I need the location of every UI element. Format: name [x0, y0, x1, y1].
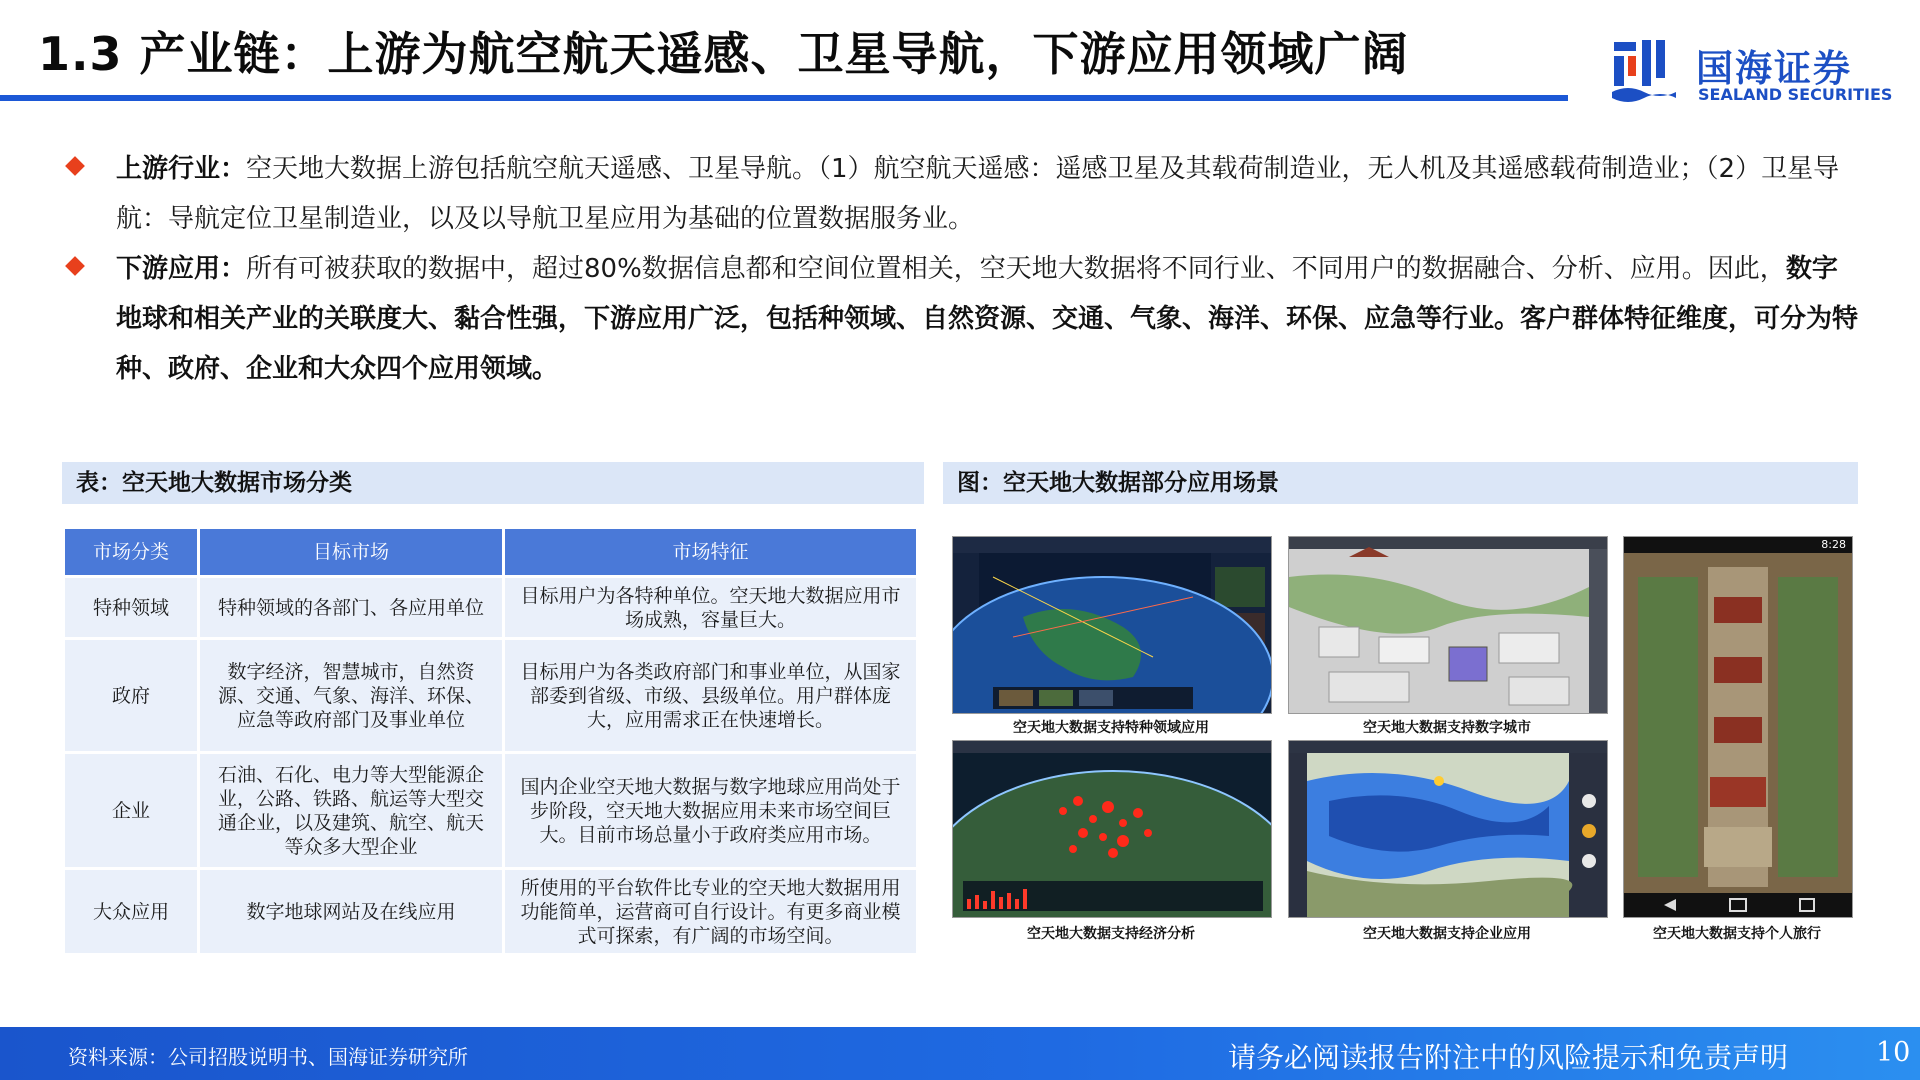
- table-cell: 大众应用: [64, 869, 199, 955]
- bullet-upstream: [62, 144, 1862, 244]
- page-title: 1.3 产业链：上游为航空航天遥感、卫星导航，下游应用领域广阔: [38, 27, 1409, 81]
- screenshot-personal-travel: [1623, 536, 1853, 918]
- market-classification-table: [62, 526, 919, 956]
- logo-chinese-name: 国海证券: [1696, 47, 1852, 90]
- table-cell: 数字经济，智慧城市，自然资源、交通、气象、海洋、环保、应急等政府部门及事业单位: [199, 639, 504, 753]
- table-cell: 石油、石化、电力等大型能源企业，公路、铁路、航运等大型交通企业，以及建筑、航空、航天等众多大型企业: [199, 753, 504, 869]
- screenshot-digital-city: [1288, 536, 1608, 714]
- bullet-upstream-label: 上游行业：: [116, 154, 247, 184]
- bullet-list: [62, 144, 1862, 394]
- table-row: [64, 869, 918, 955]
- bullet-downstream-text: [116, 244, 1862, 394]
- screenshot-special-domain: [952, 536, 1272, 714]
- table-row: [64, 639, 918, 753]
- figure-caption: 图：空天地大数据部分应用场景: [943, 462, 1858, 504]
- table-cell: 目标用户为各特种单位。空天地大数据应用市场成熟，容量巨大。: [504, 577, 918, 639]
- screenshot-enterprise: [1288, 740, 1608, 918]
- forbidden-city-aerial-image: [1624, 537, 1852, 917]
- table-cell: 数字地球网站及在线应用: [199, 869, 504, 955]
- heatmap-globe-image: [953, 741, 1271, 917]
- diamond-bullet-icon: [65, 256, 85, 276]
- screenshot-economy: [952, 740, 1272, 918]
- table-row: [64, 577, 918, 639]
- bullet-upstream-text: [116, 144, 1862, 244]
- globe-image: [953, 537, 1271, 713]
- table-caption: 表：空天地大数据市场分类: [62, 462, 924, 504]
- company-logo: [1612, 36, 1893, 108]
- table-cell: 所使用的平台软件比专业的空天地大数据用用功能简单，运营商可自行设计。有更多商业模式可探索，有广阔的市场空间。: [504, 869, 918, 955]
- table-cell: 企业: [64, 753, 199, 869]
- bullet-downstream-body: 所有可被获取的数据中，超过80%数据信息都和空间位置相关，空天地大数据将不同行业、不同用户的数据融合、分析、应用。因此，: [246, 254, 1786, 284]
- screenshot-caption: 空天地大数据支持特种领域应用: [1013, 720, 1209, 736]
- footer-bar: [0, 1027, 1920, 1080]
- bullet-downstream-label: 下游应用：: [116, 254, 247, 284]
- table-row: [64, 753, 918, 869]
- screenshot-caption: 空天地大数据支持数字城市: [1363, 720, 1531, 736]
- title-underline: [0, 95, 1568, 101]
- bullet-downstream-bold: 数字地球和相关产业的关联度大、黏合性强，下游应用广泛，包括种领域、自然资源、交通、气象、海洋、环保、应急等行业。客户群体特征维度，可分为特种、政府、企业和大众四个应用领域。: [116, 254, 1859, 384]
- screenshot-caption: 空天地大数据支持企业应用: [1363, 926, 1531, 942]
- table-header-cell: 市场特征: [504, 528, 918, 577]
- table-header-cell: 目标市场: [199, 528, 504, 577]
- table-header-row: [64, 528, 918, 577]
- table-cell: 特种领域: [64, 577, 199, 639]
- table-cell: 政府: [64, 639, 199, 753]
- flood-map-image: [1289, 741, 1607, 917]
- table-cell: 目标用户为各类政府部门和事业单位，从国家部委到省级、市级、县级单位。用户群体庞大，应用需求正在快速增长。: [504, 639, 918, 753]
- logo-english-name: SEALAND SECURITIES: [1698, 85, 1893, 104]
- screenshot-caption: 空天地大数据支持经济分析: [1027, 926, 1195, 942]
- city-3d-image: [1289, 537, 1607, 713]
- disclaimer-text: 请务必阅读报告附注中的风险提示和免责声明: [1228, 1041, 1789, 1074]
- bullet-downstream: [62, 244, 1862, 394]
- bullet-upstream-body: 空天地大数据上游包括航空航天遥感、卫星导航。（1）航空航天遥感：遥感卫星及其载荷制造业，无人机及其遥感载荷制造业；（2）卫星导航：导航定位卫星制造业，以及以导航卫星应用为基础的位置数据服务业。: [116, 154, 1840, 234]
- page-number: 10: [1876, 1037, 1911, 1068]
- phone-time: 8:28: [1821, 538, 1846, 551]
- table-cell: 特种领域的各部门、各应用单位: [199, 577, 504, 639]
- screenshot-caption: 空天地大数据支持个人旅行: [1653, 926, 1821, 942]
- diamond-bullet-icon: [65, 156, 85, 176]
- table-cell: 国内企业空天地大数据与数字地球应用尚处于步阶段，空天地大数据应用未来市场空间巨大。目前市场总量小于政府类应用市场。: [504, 753, 918, 869]
- sealand-logo-icon: [1612, 36, 1676, 102]
- source-note: 资料来源：公司招股说明书、国海证券研究所: [68, 1045, 468, 1069]
- table-header-cell: 市场分类: [64, 528, 199, 577]
